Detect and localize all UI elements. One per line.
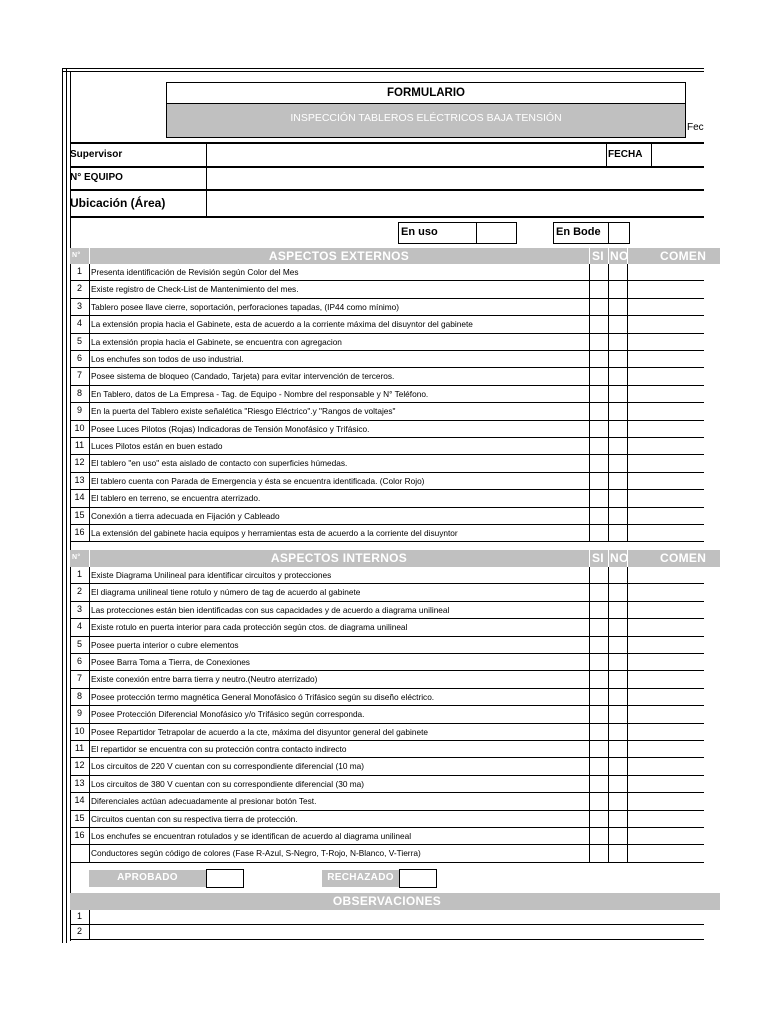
item-number: 15 — [74, 812, 85, 823]
no-check[interactable] — [609, 403, 627, 419]
item-text: Conexión a tierra adecuada en Fijación y Cableado — [91, 510, 280, 521]
no-check[interactable] — [609, 845, 627, 861]
item-text: Presenta identificación de Revisión según Color del Mes — [91, 267, 299, 277]
form-header — [166, 82, 704, 138]
externos-row — [70, 351, 704, 368]
no-check[interactable] — [609, 724, 627, 740]
observacion-row[interactable] — [70, 925, 704, 940]
comment-field[interactable] — [628, 741, 704, 757]
si-check[interactable] — [590, 637, 608, 653]
observaciones-title: OBSERVACIONES — [332, 894, 442, 908]
item-number: 2 — [76, 586, 82, 597]
comment-field[interactable] — [628, 281, 704, 297]
item-number: 7 — [76, 673, 82, 684]
externos-row — [70, 316, 704, 333]
si-check[interactable] — [590, 654, 608, 670]
item-number: 4 — [76, 621, 82, 632]
no-check[interactable] — [609, 758, 627, 774]
aprobado-label: APROBADO — [117, 872, 178, 883]
no-check[interactable] — [609, 776, 627, 792]
en-uso-label: En uso — [401, 226, 438, 238]
internos-row — [70, 811, 704, 828]
item-text: Posee protección termo magnética General Monofásico ó Trifásico según su diseño eléctrico. — [91, 691, 435, 702]
si-check[interactable] — [590, 741, 608, 757]
si-check[interactable] — [590, 828, 608, 844]
no-check[interactable] — [609, 455, 627, 471]
item-number: 3 — [76, 603, 82, 614]
item-text: El repartidor se encuentra con su protección contra contacto indirecto — [91, 744, 347, 754]
item-number: 11 — [74, 743, 85, 753]
item-number: 15 — [74, 509, 85, 520]
comment-field[interactable] — [628, 637, 704, 653]
internos-row — [70, 793, 704, 810]
internos-row — [70, 776, 704, 793]
item-number: 14 — [74, 492, 85, 503]
item-number: 10 — [74, 422, 85, 433]
item-text: La extensión propia hacia el Gabinete, esta de acuerdo a la corriente máxima del disuyntor del gabinete — [91, 319, 473, 330]
externos-row — [70, 264, 704, 281]
comment-field[interactable] — [628, 567, 704, 583]
item-number: 8 — [76, 690, 82, 701]
form-subtitle: INSPECCIÓN TABLEROS ELÉCTRICOS BAJA TENSIÓN — [290, 112, 562, 124]
item-number: 7 — [76, 370, 82, 381]
item-number: 12 — [74, 457, 85, 468]
comment-field[interactable] — [628, 264, 704, 280]
item-number: 1 — [76, 266, 82, 276]
comment-field[interactable] — [628, 351, 704, 367]
no-check[interactable] — [609, 689, 627, 705]
comment-field[interactable] — [628, 758, 704, 774]
comment-field[interactable] — [628, 828, 704, 844]
rechazado-label: RECHAZADO — [327, 872, 394, 883]
item-number: 6 — [76, 353, 82, 363]
si-check[interactable] — [590, 281, 608, 297]
item-text: Existe Diagrama Unilineal para identificar circuitos y protecciones — [91, 570, 332, 580]
no-check[interactable] — [609, 706, 627, 722]
externos-row — [70, 281, 704, 298]
si-check[interactable] — [590, 584, 608, 600]
item-number: 6 — [76, 656, 82, 666]
comment-field[interactable] — [628, 299, 704, 315]
item-text: Conductores según código de colores (Fase R-Azul, S-Negro, T-Rojo, N-Blanco, V-Tierra) — [91, 848, 421, 859]
internos-row — [70, 758, 704, 775]
si-check[interactable] — [590, 473, 608, 489]
si-check[interactable] — [590, 351, 608, 367]
externos-row — [70, 334, 704, 351]
internos-num-header: N° — [72, 554, 81, 561]
internos-row — [70, 619, 704, 636]
comment-field[interactable] — [628, 689, 704, 705]
comment-field[interactable] — [628, 403, 704, 419]
no-check[interactable] — [609, 654, 627, 670]
internos-row — [70, 845, 704, 862]
item-number: 13 — [74, 777, 85, 788]
comment-field[interactable] — [628, 421, 704, 437]
si-check[interactable] — [590, 811, 608, 827]
item-number: 10 — [74, 725, 85, 736]
comment-field[interactable] — [628, 654, 704, 670]
internos-row — [70, 602, 704, 619]
si-check[interactable] — [590, 455, 608, 471]
no-check[interactable] — [609, 811, 627, 827]
internos-row — [70, 724, 704, 741]
item-number: 5 — [76, 335, 82, 346]
rechazado-check[interactable] — [399, 869, 437, 888]
no-check[interactable] — [609, 334, 627, 350]
item-text: Posee puerta interior o cubre elementos — [91, 639, 239, 650]
no-check[interactable] — [609, 386, 627, 402]
externos-title: ASPECTOS EXTERNOS — [268, 249, 410, 263]
item-text: En la puerta del Tablero existe señalética "Riesgo Eléctrico".y "Rangos de voltajes" — [91, 406, 396, 417]
item-number: 3 — [76, 300, 82, 311]
no-check[interactable] — [609, 490, 627, 506]
si-check[interactable] — [590, 490, 608, 506]
si-check[interactable] — [590, 316, 608, 332]
no-check[interactable] — [609, 637, 627, 653]
item-number: 9 — [76, 708, 82, 719]
item-number: 14 — [74, 795, 85, 806]
form-title: FORMULARIO — [387, 87, 465, 99]
externos-row — [70, 525, 704, 542]
item-text: Los circuitos de 220 V cuentan con su correspondiente diferencial (10 ma) — [91, 761, 365, 772]
item-text: Las protecciones están bien identificadas con sus capacidades y de acuerdo a diagrama unilineal — [91, 604, 450, 615]
comment-field[interactable] — [628, 455, 704, 471]
item-text: Posee sistema de bloqueo (Candado, Tarjeta) para evitar intervención de terceros. — [91, 371, 395, 382]
si-check[interactable] — [590, 368, 608, 384]
comment-field[interactable] — [628, 316, 704, 332]
comment-field[interactable] — [628, 368, 704, 384]
si-check[interactable] — [590, 845, 608, 861]
externos-row — [70, 508, 704, 525]
no-check[interactable] — [609, 281, 627, 297]
no-check[interactable] — [609, 619, 627, 635]
no-check[interactable] — [609, 368, 627, 384]
comment-field[interactable] — [628, 602, 704, 618]
si-check[interactable] — [590, 334, 608, 350]
item-text: El tablero cuenta con Parada de Emergencia y ésta se encuentra identificada. (Color Rojo) — [91, 475, 425, 486]
externos-row — [70, 368, 704, 385]
no-check[interactable] — [609, 438, 627, 454]
observacion-row[interactable] — [70, 910, 704, 925]
no-check[interactable] — [609, 671, 627, 687]
supervisor-label: Supervisor — [70, 149, 123, 160]
si-check[interactable] — [590, 299, 608, 315]
comment-field[interactable] — [628, 811, 704, 827]
si-check[interactable] — [590, 602, 608, 618]
externos-num-header: N° — [72, 252, 81, 259]
si-check[interactable] — [590, 758, 608, 774]
externos-row — [70, 403, 704, 420]
externos-no-header: NO — [610, 249, 629, 263]
comment-field[interactable] — [628, 793, 704, 809]
no-check[interactable] — [609, 351, 627, 367]
internos-row — [70, 706, 704, 723]
no-check[interactable] — [609, 508, 627, 524]
item-text: Existe conexión entre barra tierra y neutro.(Neutro aterrizado) — [91, 674, 318, 685]
externos-row — [70, 421, 704, 438]
internos-row — [70, 689, 704, 706]
item-number: 8 — [76, 387, 82, 398]
comment-field[interactable] — [628, 845, 704, 861]
si-check[interactable] — [590, 793, 608, 809]
si-check[interactable] — [590, 264, 608, 280]
internos-row — [70, 741, 704, 758]
en-bodega-check[interactable] — [609, 223, 629, 243]
internos-row — [70, 637, 704, 654]
item-text: El tablero en terreno, se encuentra aterrizado. — [91, 493, 261, 504]
no-check[interactable] — [609, 473, 627, 489]
item-text: Tablero posee llave cierre, soportación, perforaciones tapadas, (IP44 como mínimo) — [91, 301, 400, 312]
item-text: El diagrama unilineal tiene rotulo y número de tag de acuerdo al gabinete — [91, 587, 361, 598]
item-text: Existe rotulo en puerta interior para cada protección según ctos. de diagrama unilineal — [91, 622, 408, 633]
en-bodega-label: En Bode — [556, 226, 601, 238]
no-check[interactable] — [609, 264, 627, 280]
item-number: 16 — [74, 830, 85, 840]
externos-si-header: SI — [592, 249, 604, 263]
comment-field[interactable] — [628, 619, 704, 635]
observacion-number: 1 — [76, 911, 82, 921]
comment-field[interactable] — [628, 386, 704, 402]
item-number: 9 — [76, 405, 82, 416]
item-text: La extensión del gabinete hacia equipos y herramientas esta de acuerdo a la corriente del disuyntor — [91, 528, 458, 538]
no-check[interactable] — [609, 299, 627, 315]
internos-si-header: SI — [592, 551, 604, 565]
fecha-field[interactable] — [653, 144, 704, 165]
item-text: Los circuitos de 380 V cuentan con su correspondiente diferencial (30 ma) — [91, 778, 365, 789]
observacion-number: 2 — [76, 926, 82, 936]
si-check[interactable] — [590, 438, 608, 454]
equipo-label: N° EQUIPO — [70, 172, 123, 183]
comment-field[interactable] — [628, 438, 704, 454]
no-check[interactable] — [609, 828, 627, 844]
si-check[interactable] — [590, 689, 608, 705]
item-text: Luces Pilotos están en buen estado — [91, 441, 223, 451]
internos-comments-header: COMEN — [660, 551, 707, 565]
item-number: 16 — [74, 527, 85, 537]
item-text: La extensión propia hacia el Gabinete, se encuentra con agregacion — [91, 336, 342, 347]
item-text: Circuitos cuentan con su respectiva tierra de protección. — [91, 813, 298, 824]
comment-field[interactable] — [628, 724, 704, 740]
externos-row — [70, 490, 704, 507]
equipo-field[interactable] — [208, 168, 704, 188]
si-check[interactable] — [590, 525, 608, 541]
internos-title: ASPECTOS INTERNOS — [270, 551, 408, 565]
item-number: 2 — [76, 283, 82, 294]
item-text: Posee Protección Diferencial Monofásico y/o Trifásico según corresponda. — [91, 709, 365, 720]
item-text: El tablero "en uso" esta aislado de contacto con superficies húmedas. — [91, 458, 348, 469]
no-check[interactable] — [609, 316, 627, 332]
ubicacion-label: Ubicación (Área) — [70, 196, 166, 210]
si-check[interactable] — [590, 386, 608, 402]
externos-row — [70, 299, 704, 316]
aprobado-check[interactable] — [206, 869, 244, 888]
si-check[interactable] — [590, 403, 608, 419]
no-check[interactable] — [609, 793, 627, 809]
ubicacion-field[interactable] — [208, 191, 704, 215]
item-number: 4 — [76, 318, 82, 329]
externos-row — [70, 473, 704, 490]
comment-field[interactable] — [628, 776, 704, 792]
externos-row — [70, 455, 704, 472]
fecha-cut-label: Fec — [687, 122, 704, 133]
comment-field[interactable] — [628, 473, 704, 489]
en-uso-check[interactable] — [477, 223, 516, 243]
internos-row — [70, 654, 704, 671]
internos-row — [70, 828, 704, 845]
internos-row — [70, 584, 704, 601]
internos-row — [70, 567, 704, 584]
no-check[interactable] — [609, 421, 627, 437]
si-check[interactable] — [590, 671, 608, 687]
si-check[interactable] — [590, 619, 608, 635]
comment-field[interactable] — [628, 490, 704, 506]
comment-field[interactable] — [628, 508, 704, 524]
comment-field[interactable] — [628, 334, 704, 350]
item-number: 1 — [76, 569, 82, 579]
item-number: 12 — [74, 760, 85, 771]
no-check[interactable] — [609, 525, 627, 541]
si-check[interactable] — [590, 567, 608, 583]
si-check[interactable] — [590, 776, 608, 792]
externos-row — [70, 438, 704, 455]
item-text: Diferenciales actúan adecuadamente al presionar botón Test. — [91, 796, 317, 807]
fecha-label: FECHA — [608, 149, 643, 160]
no-check[interactable] — [609, 602, 627, 618]
comment-field[interactable] — [628, 525, 704, 541]
si-check[interactable] — [590, 724, 608, 740]
supervisor-field[interactable] — [208, 144, 604, 165]
item-text: Posee Luces Pilotos (Rojas) Indicadoras de Tensión Monofásico y Trifásico. — [91, 423, 370, 434]
item-number: 11 — [74, 440, 85, 450]
item-text: Posee Repartidor Tetrapolar de acuerdo a la cte, máxima del disyuntor general del gabinete — [91, 726, 428, 737]
externos-comments-header: COMEN — [660, 249, 707, 263]
si-check[interactable] — [590, 706, 608, 722]
si-check[interactable] — [590, 421, 608, 437]
si-check[interactable] — [590, 508, 608, 524]
externos-row — [70, 386, 704, 403]
item-text: Los enchufes se encuentran rotulados y se identifican de acuerdo al diagrama unilineal — [91, 831, 412, 841]
comment-field[interactable] — [628, 584, 704, 600]
item-number: 5 — [76, 638, 82, 649]
item-number: 13 — [74, 474, 85, 485]
item-text: Los enchufes son todos de uso industrial. — [91, 354, 244, 364]
internos-no-header: NO — [610, 551, 629, 565]
item-text: Existe registro de Check-List de Mantenimiento del mes. — [91, 284, 299, 295]
no-check[interactable] — [609, 567, 627, 583]
internos-row — [70, 671, 704, 688]
item-text: En Tablero, datos de La Empresa - Tag. de Equipo - Nombre del responsable y N° Teléfono. — [91, 388, 429, 399]
item-text: Posee Barra Toma a Tierra, de Conexiones — [91, 657, 250, 667]
no-check[interactable] — [609, 584, 627, 600]
comment-field[interactable] — [628, 671, 704, 687]
comment-field[interactable] — [628, 706, 704, 722]
no-check[interactable] — [609, 741, 627, 757]
